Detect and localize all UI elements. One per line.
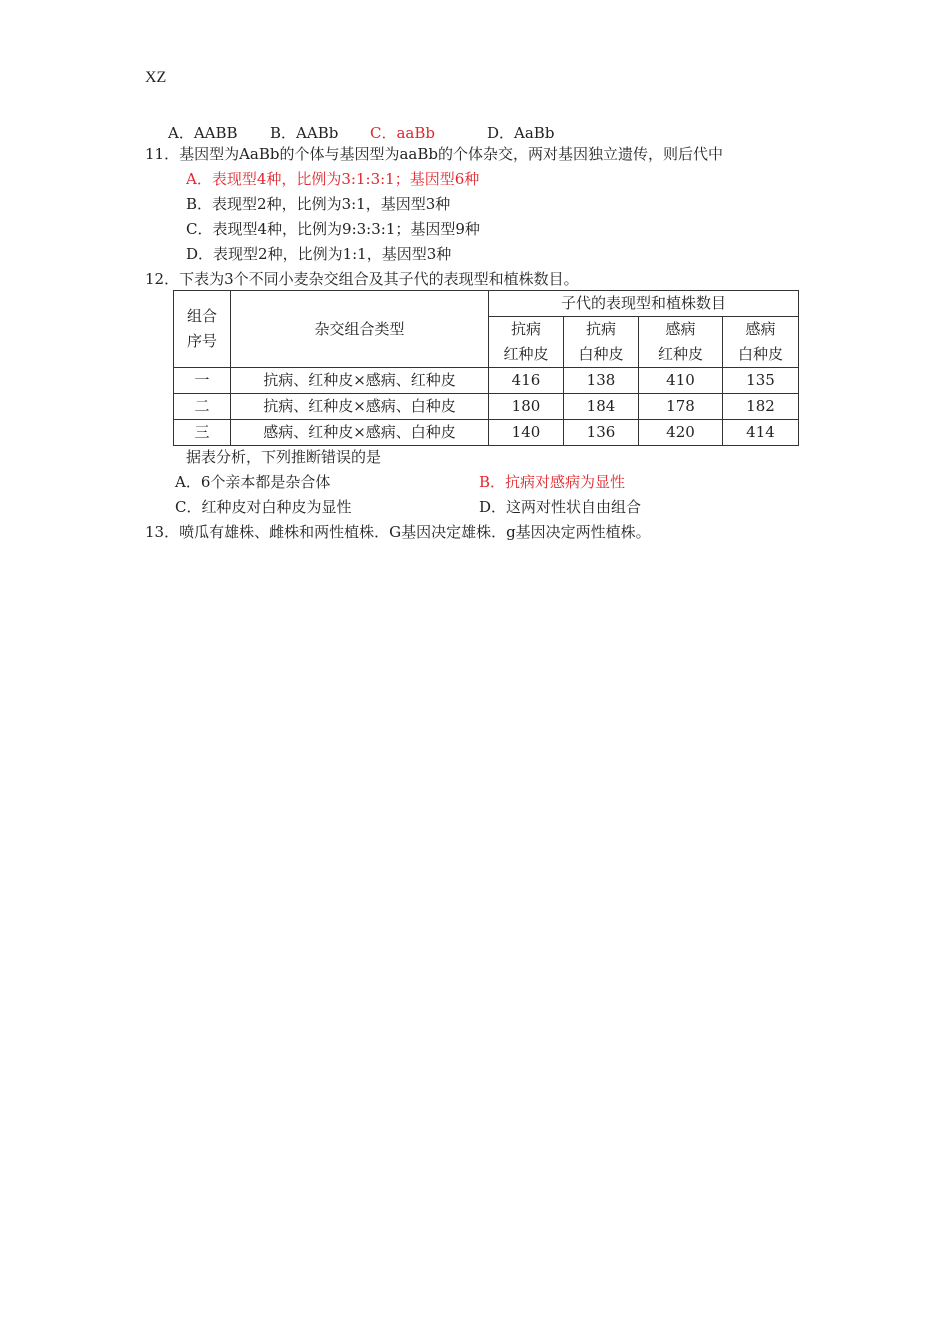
row-cross-type: 抗病、红种皮×感病、白种皮: [231, 394, 489, 420]
q12-option-b: B．抗病对感病为显性: [479, 473, 626, 491]
row-id: 二: [174, 394, 231, 420]
table-row: [174, 420, 799, 446]
header-cross-type: 杂交组合类型: [231, 291, 489, 368]
row-value: 184: [564, 394, 639, 420]
row-value: 182: [723, 394, 799, 420]
subheader-cell: 抗病 红种皮: [489, 317, 564, 368]
row-cross-type: 抗病、红种皮×感病、红种皮: [231, 368, 489, 394]
q12-option-d: D．这两对性状自由组合: [479, 498, 642, 516]
row-value: 138: [564, 368, 639, 394]
row-value: 178: [639, 394, 723, 420]
row-value: 410: [639, 368, 723, 394]
row-value: 420: [639, 420, 723, 446]
row-id: 一: [174, 368, 231, 394]
q11-option-d: D．表现型2种，比例为1:1，基因型3种: [186, 245, 452, 263]
row-value: 180: [489, 394, 564, 420]
q11-option-b: B．表现型2种，比例为3:1，基因型3种: [186, 195, 451, 213]
header-offspring: 子代的表现型和植株数目: [489, 291, 799, 317]
q10-option-a: A．AABB: [168, 124, 238, 142]
subheader-cell: 感病 红种皮: [639, 317, 723, 368]
q10-option-d: D．AaBb: [487, 124, 555, 142]
q11-option-a: A．表现型4种，比例为3:1:3:1；基因型6种: [186, 170, 480, 188]
row-value: 135: [723, 368, 799, 394]
row-value: 414: [723, 420, 799, 446]
q13-stem: 13．喷瓜有雄株、雌株和两性植株．G基因决定雄株．g基因决定两性植株。: [145, 523, 651, 541]
table-row: [174, 394, 799, 420]
q10-option-c: C．aaBb: [370, 124, 435, 142]
subheader-cell: 抗病 白种皮: [564, 317, 639, 368]
table-row: [174, 368, 799, 394]
q10-option-b: B．AABb: [270, 124, 339, 142]
q11-option-c: C．表现型4种，比例为9:3:3:1；基因型9种: [186, 220, 480, 238]
q11-stem: 11．基因型为AaBb的个体与基因型为aaBb的个体杂交，两对基因独立遗传，则后代中: [145, 145, 724, 163]
q12-prompt: 据表分析，下列推断错误的是: [186, 448, 382, 466]
row-id: 三: [174, 420, 231, 446]
row-cross-type: 感病、红种皮×感病、白种皮: [231, 420, 489, 446]
q12-option-a: A．6个亲本都是杂合体: [175, 473, 331, 491]
row-value: 416: [489, 368, 564, 394]
header-group-id: 组合 序号: [174, 291, 231, 368]
cross-results-table: [173, 290, 799, 446]
row-value: 136: [564, 420, 639, 446]
page-header: XZ: [145, 69, 167, 86]
q12-option-c: C．红种皮对白种皮为显性: [175, 498, 352, 516]
subheader-cell: 感病 白种皮: [723, 317, 799, 368]
row-value: 140: [489, 420, 564, 446]
q12-stem: 12．下表为3个不同小麦杂交组合及其子代的表现型和植株数目。: [145, 270, 579, 288]
